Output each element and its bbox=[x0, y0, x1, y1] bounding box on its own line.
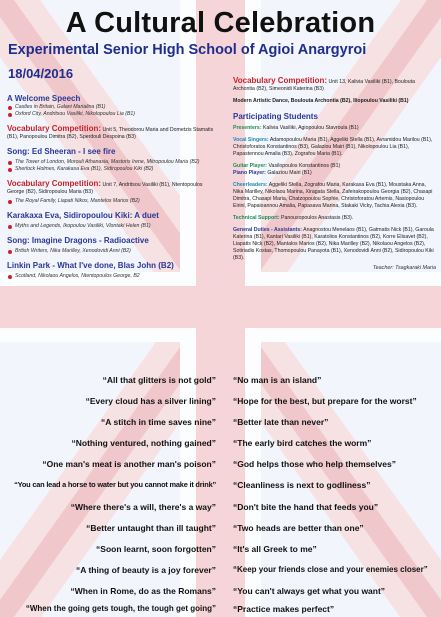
general-duties bbox=[233, 227, 436, 262]
quote-right: “Two heads are better than one” bbox=[233, 523, 364, 533]
section-text: Unit 7, Andritsou Vasiliki (B1), Ntentopoulos George (B2), Sidiropoulou Maria (B3) bbox=[7, 182, 203, 195]
presenters bbox=[233, 125, 436, 132]
duties-label: General Duties - Assistants: bbox=[233, 227, 302, 233]
cheer-text: Aggeliki Stella, Zografou Maria, Karakaxa Eva (B1), Moustaka Anna, Nika Marilley, Nikolaou Marina, Xiragata Stella, Zafeirakopoulou Georgia (B2), Chasapi Dimitra, Chasapi Maria, Chatzopoulou Sophie, Christoforatou Artemis, Nasiopoulou Eirini, Papaioannou Amalia, Papasava Marina, Stakaki Vicky, Tachia Alexia (B3). bbox=[233, 182, 433, 209]
poster-title: A Cultural Celebration bbox=[65, 7, 376, 39]
section-heading: Karakaxa Eva, Sidiropoulou Kiki: A duet bbox=[7, 211, 159, 220]
quote-left: “Where there's a will, there's a way” bbox=[70, 502, 216, 512]
vocab-label: Vocabulary Competition: bbox=[233, 76, 328, 85]
section-heading: Vocabulary Competition: bbox=[7, 124, 102, 133]
program-section bbox=[7, 179, 219, 205]
program-item: Oxford City, Andritsou Vasiliki, Nikolopoulou Lia (B1) bbox=[7, 111, 219, 118]
duties-text: Anagnostou Menelaos (B1), Gatmatis Nick (B1), Garoula Katerina (B1), Kantari Vasiliki (B1), Karatolios Konstantinos (B2), Korre Elisavet (B2), Liapatis Nick (B2), Mantalos Marios (B2), Nika Marilley (B2), Nikolaou Angelos (B2), Sotiriadis Kostas, Thomopoulou Panayota (B1), Xenodovidi Anni (B2), Sidiropoulou Kiki (B3). bbox=[233, 227, 434, 261]
quote-left: “Every cloud has a silver lining” bbox=[85, 396, 216, 406]
quote-right: “Cleanliness is next to godliness” bbox=[233, 480, 371, 490]
quote-left: “Soon learnt, soon forgotten” bbox=[96, 544, 216, 554]
quote-left: “A thing of beauty is a joy forever” bbox=[76, 565, 216, 575]
event-date: 18/04/2016 bbox=[8, 66, 74, 81]
program-item: Sherlock Holmes, Karakasa Eva (B1), Sidiropoulou Kiki (B2) bbox=[7, 166, 219, 173]
quote-right: “Hope for the best, but prepare for the worst” bbox=[233, 396, 417, 406]
program-right-column bbox=[233, 76, 436, 271]
program-item: Myths and Legends, Ikopoulou Vasiliki, Vlontaki Helen (B1) bbox=[7, 223, 219, 230]
presenters-text: Kalivia Vasiliki, Agiopoulou Stavroula (B1) bbox=[263, 125, 359, 131]
quote-left: “Nothing ventured, nothing gained” bbox=[71, 438, 216, 448]
program-item: British Writers, Nika Marilley, Xenodovidi Anni (B2) bbox=[7, 248, 219, 255]
program-item: The Tower of London, Morouli Athanasia, Mastoris Irene, Mitropoulou Maria (B2) bbox=[7, 159, 219, 166]
program-section bbox=[7, 147, 219, 173]
teacher-credit: Teacher: Tsagkaraki Maria bbox=[372, 265, 436, 271]
tech-label: Technical Support: bbox=[233, 215, 280, 221]
dance-item: Modern Artistic Dance, Boulouta Archontia (B2), Iliopoulou Vasiliki (B1) bbox=[233, 98, 409, 104]
program-section bbox=[7, 94, 219, 118]
quote-right: “The early bird catches the worm” bbox=[233, 438, 372, 448]
quote-right: “Keep your friends close and your enemies closer” bbox=[233, 565, 428, 574]
program-item: The Royal Family, Liapati Nikos, Mantelos Marios (B2) bbox=[7, 198, 219, 205]
quote-left: “You can lead a horse to water but you cannot make it drink” bbox=[14, 480, 216, 489]
vocab-competition bbox=[233, 76, 436, 93]
tech-text: Panousopoulos Anastasis (B3). bbox=[281, 215, 354, 221]
quote-right: “God helps those who help themselves” bbox=[233, 459, 396, 469]
quote-right: “Practice makes perfect” bbox=[233, 604, 335, 614]
guitar-text: Vasilopoulos Konstantinos (B1) bbox=[268, 163, 341, 169]
technical-support bbox=[233, 215, 436, 222]
piano-text: Galaziou Mairi (B1) bbox=[267, 170, 312, 176]
cheer-label: Cheerleaders: bbox=[233, 182, 268, 188]
cheerleaders bbox=[233, 182, 436, 210]
quote-right: “It's all Greek to me” bbox=[233, 544, 317, 554]
vocal-text: Adamopoulou Maria (B1), Aggeliki Stella (B1), Avramidou Marilou (B1), Christoforatos Konstantinos (B3), Galaziou Mairi (B1), Nikolopoulou Lia (B1), Papastennou Amalia (B3), Zografou Maria (B1). bbox=[233, 137, 433, 157]
section-heading: Linkin Park - What I've done, Blas John (B2) bbox=[7, 261, 174, 270]
quote-left: “One man's meat is another man's poison” bbox=[42, 459, 216, 469]
quote-right: “Better late than never” bbox=[233, 417, 329, 427]
program-left-column bbox=[7, 94, 219, 286]
quote-left: “All that glitters is not gold” bbox=[102, 375, 216, 385]
guitar-player bbox=[233, 163, 436, 170]
section-text: Unit 5, Theodorou Maria and Dometzis Stamatis (B1), Panopoulou Dimitra (B2), Sperdouli Despoina (B3) bbox=[7, 127, 214, 140]
section-heading: Song: Ed Sheeran - I see fire bbox=[7, 147, 116, 156]
section-heading: Vocabulary Competition: bbox=[7, 179, 102, 188]
program-section bbox=[7, 236, 219, 255]
quote-left: “When the going gets tough, the tough get going” bbox=[25, 604, 216, 613]
quote-right: “You can't always get what you want” bbox=[233, 586, 386, 596]
vocal-label: Vocal Singers: bbox=[233, 137, 269, 143]
program-section bbox=[7, 261, 219, 280]
piano-label: Piano Player: bbox=[233, 170, 266, 176]
quote-left: “Better untaught than ill taught” bbox=[86, 523, 216, 533]
section-heading: Song: Imagine Dragons - Radioactive bbox=[7, 236, 149, 245]
vocab-text: Unit 13, Kalivia Vasiliki (B1), Boulouta Archontia (B2), Simeonidi Katerina (B3) bbox=[233, 79, 415, 92]
quote-right: “No man is an island” bbox=[233, 375, 322, 385]
participating-heading: Participating Students bbox=[233, 112, 318, 121]
program-section bbox=[7, 124, 219, 141]
program-item: Scotland, Nikolaou Angelos, Ntentopoulos George, B2 bbox=[7, 273, 219, 280]
section-heading: A Welcome Speech bbox=[7, 94, 81, 103]
school-name: Experimental Senior High School of Agioi Anargyroi bbox=[8, 42, 367, 58]
quote-left: “When in Rome, do as the Romans” bbox=[70, 586, 216, 596]
presenters-label: Presenters: bbox=[233, 125, 262, 131]
program-item: Castles in Britain, Galani Marialina (B1) bbox=[7, 104, 219, 111]
quote-left: “A stitch in time saves nine” bbox=[101, 417, 216, 427]
program-section bbox=[7, 211, 219, 230]
piano-player bbox=[233, 170, 436, 177]
vocal-singers bbox=[233, 137, 436, 158]
guitar-label: Guitar Player: bbox=[233, 163, 268, 169]
quote-right: “Don't bite the hand that feeds you” bbox=[233, 502, 379, 512]
